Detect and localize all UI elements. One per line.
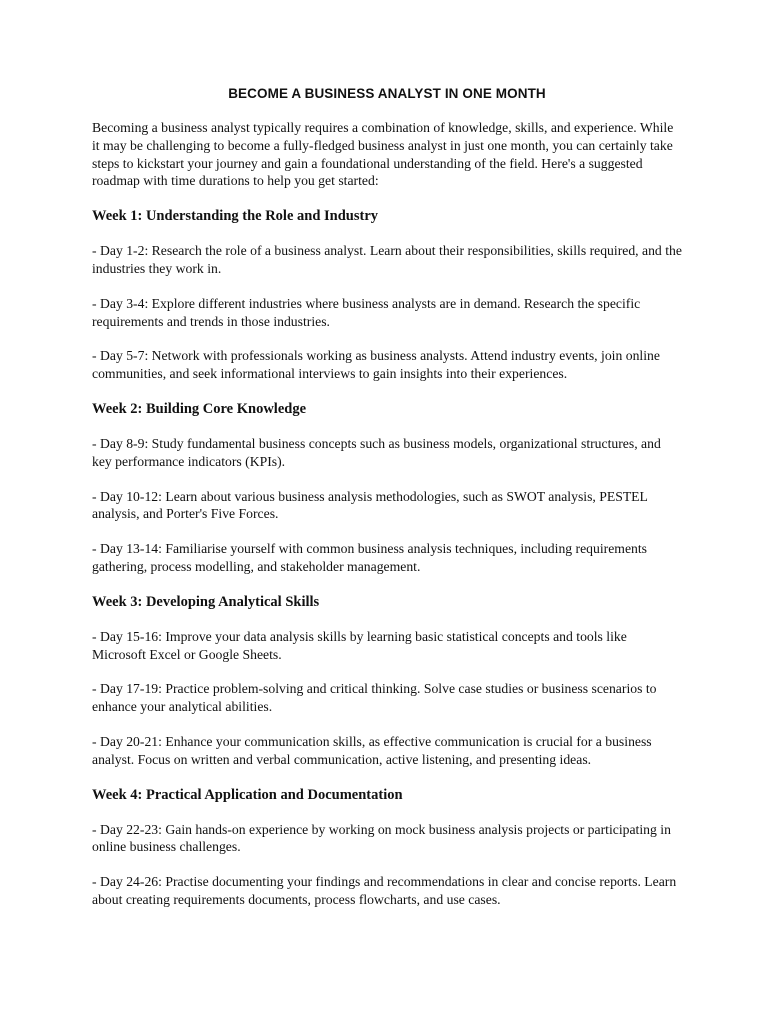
week-1-section [92,207,682,383]
week-2-item-1: - Day 8-9: Study fundamental business concepts such as business models, organizational structures, and key performance indicators (KPIs). [92,435,661,469]
week-1-item-1: - Day 1-2: Research the role of a business analyst. Learn about their responsibilities, skills required, and the industries they work in. [92,243,682,276]
week-2-section [92,400,682,576]
document-body [92,86,682,926]
intro-paragraph: Becoming a business analyst typically requires a combination of knowledge, skills, and experience. While it may be challenging to become a fully-fledged business analyst in just one month, you can certainly take steps to kickstart your journey and gain a foundational understanding of the field. Here's a suggested roadmap with time durations to help you get started: [92,120,674,189]
week-3-item-3: - Day 20-21: Enhance your communication skills, as effective communication is crucial for a business analyst. Focus on written and verbal communication, active listening, and presenting ideas. [92,733,652,767]
week-4-item-1: - Day 22-23: Gain hands-on experience by working on mock business analysis projects or participating in online business challenges. [92,821,671,855]
week-1-item-2: - Day 3-4: Explore different industries where business analysts are in demand. Research the specific requirements and trends in those industries. [92,295,641,329]
week-1-item-3: - Day 5-7: Network with professionals working as business analysts. Attend industry events, join online communities, and seek informational interviews to gain insights into their experiences. [92,348,660,382]
week-1-heading: Week 1: Understanding the Role and Industry [92,208,379,225]
week-3-heading: Week 3: Developing Analytical Skills [92,593,320,610]
week-4-item-2: - Day 24-26: Practise documenting your findings and recommendations in clear and concise reports. Learn about creating requirements documents, process flowcharts, and use cases. [92,874,677,907]
document-title: BECOME A BUSINESS ANALYST IN ONE MONTH [228,86,546,101]
week-2-item-3: - Day 13-14: Familiarise yourself with common business analysis techniques, including requirements gathering, process modelling, and stakeholder management. [92,541,647,574]
week-2-heading: Week 2: Building Core Knowledge [92,400,307,417]
week-3-item-1: - Day 15-16: Improve your data analysis skills by learning basic statistical concepts and tools like Microsoft Excel or Google Sheets. [92,628,627,662]
week-3-item-2: - Day 17-19: Practice problem-solving and critical thinking. Solve case studies or business scenarios to enhance your analytical abilities. [92,681,657,715]
week-4-heading: Week 4: Practical Application and Documentation [92,786,403,803]
week-2-item-2: - Day 10-12: Learn about various business analysis methodologies, such as SWOT analysis, PESTEL analysis, and Porter's Five Forces. [92,488,648,522]
week-3-section [92,593,682,769]
week-4-section [92,786,682,909]
